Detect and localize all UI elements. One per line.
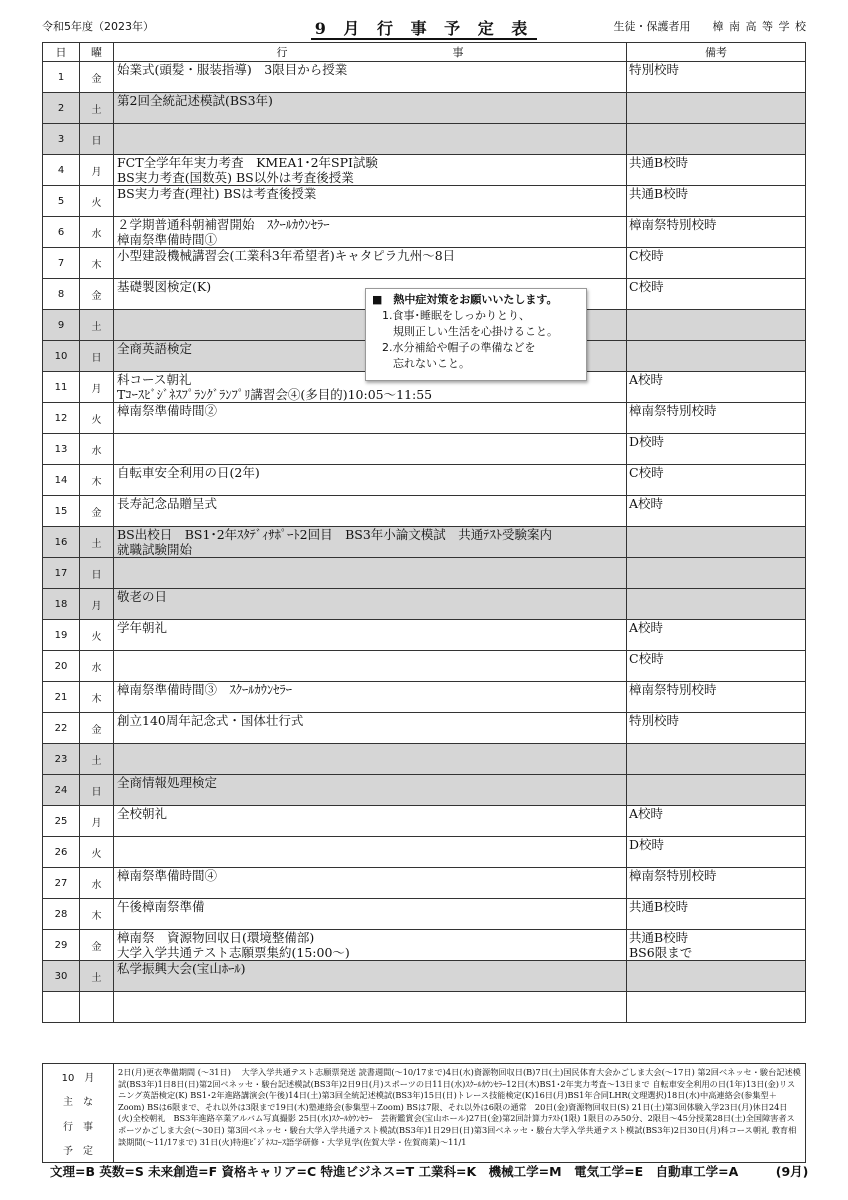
weekday-cell: 土 — [80, 310, 114, 341]
weekday-cell: 金 — [80, 62, 114, 93]
weekday-cell: 水 — [80, 651, 114, 682]
events-cell: 樟南祭準備時間④ — [114, 868, 627, 899]
day-number-cell: 3 — [43, 124, 80, 155]
notes-cell: C校時 — [627, 651, 806, 682]
notes-cell: 樟南祭特別校時 — [627, 868, 806, 899]
col-header-weekday: 曜 — [80, 43, 114, 62]
day-number-cell: 17 — [43, 558, 80, 589]
notes-cell: A校時 — [627, 620, 806, 651]
day-number-cell: 25 — [43, 806, 80, 837]
events-cell: 全校朝礼 — [114, 806, 627, 837]
day-row — [43, 837, 806, 868]
next-month-label-line: 行 事 — [63, 1121, 93, 1133]
weekday-cell: 月 — [80, 589, 114, 620]
events-cell — [114, 124, 627, 155]
events-cell: 樟南祭準備時間③ ｽｸｰﾙｶｳﾝｾﾗｰ — [114, 682, 627, 713]
blank-row — [43, 992, 806, 1023]
page-title-text: 9 月 行 事 予 定 表 — [311, 19, 538, 40]
weekday-cell: 日 — [80, 124, 114, 155]
weekday-cell: 金 — [80, 930, 114, 961]
day-row — [43, 465, 806, 496]
blank-cell — [43, 992, 80, 1023]
day-row — [43, 930, 806, 961]
day-number-cell: 7 — [43, 248, 80, 279]
events-cell — [114, 651, 627, 682]
next-month-label — [44, 1065, 112, 1161]
day-number-cell: 13 — [43, 434, 80, 465]
day-row — [43, 217, 806, 248]
notes-cell — [627, 527, 806, 558]
events-cell — [114, 434, 627, 465]
next-month-label-line: 主 な — [63, 1097, 93, 1109]
day-number-cell: 15 — [43, 496, 80, 527]
day-number-cell: 30 — [43, 961, 80, 992]
notes-cell: D校時 — [627, 837, 806, 868]
events-cell: ２学期普通科朝補習開始 ｽｸｰﾙｶｳﾝｾﾗｰ 樟南祭準備時間① — [114, 217, 627, 248]
col-header-notes: 備考 — [627, 43, 806, 62]
notes-cell — [627, 93, 806, 124]
day-number-cell: 12 — [43, 403, 80, 434]
weekday-cell: 木 — [80, 465, 114, 496]
day-row — [43, 868, 806, 899]
blank-cell — [80, 992, 114, 1023]
weekday-cell: 土 — [80, 527, 114, 558]
events-cell: 全商英語検定 — [114, 341, 627, 372]
day-row — [43, 124, 806, 155]
day-row — [43, 961, 806, 992]
notes-cell: 共通B校時 — [627, 186, 806, 217]
events-cell: 全商情報処理検定 — [114, 775, 627, 806]
notice-title: ■ 熱中症対策をお願いいたします。 — [372, 293, 558, 306]
events-cell: BS実力考査(理社) BSは考査後授業 — [114, 186, 627, 217]
day-number-cell: 20 — [43, 651, 80, 682]
fiscal-year-label: 令和5年度（2023年） — [42, 20, 154, 33]
weekday-cell: 土 — [80, 93, 114, 124]
weekday-cell: 木 — [80, 899, 114, 930]
weekday-cell: 火 — [80, 837, 114, 868]
day-number-cell: 6 — [43, 217, 80, 248]
notes-cell: 共通B校時 — [627, 155, 806, 186]
events-cell: BS出校日 BS1･2年ｽﾀﾃﾞｨｻﾎﾟｰﾄ2回目 BS3年小論文模試 共通ﾃｽﾄ受験案内 就職試験開始 — [114, 527, 627, 558]
day-row — [43, 682, 806, 713]
events-cell — [114, 837, 627, 868]
weekday-cell: 月 — [80, 806, 114, 837]
day-number-cell: 14 — [43, 465, 80, 496]
day-number-cell: 11 — [43, 372, 80, 403]
notes-cell: 共通B校時 BS6限まで — [627, 930, 806, 961]
weekday-cell: 金 — [80, 713, 114, 744]
notes-cell: A校時 — [627, 806, 806, 837]
events-cell: 第2回全統記述模試(BS3年) — [114, 93, 627, 124]
events-cell: 樟南祭準備時間② — [114, 403, 627, 434]
weekday-cell: 日 — [80, 341, 114, 372]
day-row — [43, 186, 806, 217]
day-number-cell: 19 — [43, 620, 80, 651]
notes-cell: 樟南祭特別校時 — [627, 217, 806, 248]
schedule-table — [42, 42, 806, 1023]
weekday-cell: 水 — [80, 434, 114, 465]
next-month-label-line: 10 月 — [61, 1073, 95, 1084]
day-row — [43, 713, 806, 744]
weekday-cell: 火 — [80, 186, 114, 217]
notes-cell — [627, 775, 806, 806]
weekday-cell: 火 — [80, 620, 114, 651]
events-cell: 科コース朝礼 Tｺｰｽﾋﾞｼﾞﾈｽﾌﾟﾗﾝｸﾞﾗﾝﾌﾟﾘ講習会④(多目的)10:05～11:55 — [114, 372, 627, 403]
notes-cell: 特別校時 — [627, 62, 806, 93]
weekday-cell: 水 — [80, 868, 114, 899]
day-row — [43, 403, 806, 434]
notes-cell: C校時 — [627, 279, 806, 310]
notes-cell: C校時 — [627, 465, 806, 496]
day-number-cell: 4 — [43, 155, 80, 186]
notes-cell: C校時 — [627, 248, 806, 279]
schedule-header-row — [43, 43, 806, 62]
day-row — [43, 496, 806, 527]
day-number-cell: 28 — [43, 899, 80, 930]
next-month-text-cell — [114, 1064, 806, 1163]
events-cell — [114, 744, 627, 775]
day-number-cell: 21 — [43, 682, 80, 713]
weekday-cell: 金 — [80, 279, 114, 310]
day-row — [43, 651, 806, 682]
day-row — [43, 93, 806, 124]
notes-cell — [627, 124, 806, 155]
notes-cell — [627, 558, 806, 589]
day-number-cell: 2 — [43, 93, 80, 124]
events-cell: 創立140周年記念式・国体壮行式 — [114, 713, 627, 744]
day-number-cell: 1 — [43, 62, 80, 93]
day-row — [43, 806, 806, 837]
events-cell: 長寿記念品贈呈式 — [114, 496, 627, 527]
events-cell: 午後樟南祭準備 — [114, 899, 627, 930]
weekday-cell: 木 — [80, 248, 114, 279]
events-cell — [114, 558, 627, 589]
day-row — [43, 620, 806, 651]
next-month-events-table — [42, 1063, 806, 1163]
day-row — [43, 558, 806, 589]
notes-cell — [627, 589, 806, 620]
events-cell: 基礎製図検定(K) — [114, 279, 627, 310]
day-row — [43, 899, 806, 930]
weekday-cell: 土 — [80, 744, 114, 775]
day-row — [43, 775, 806, 806]
weekday-cell: 月 — [80, 372, 114, 403]
day-number-cell: 23 — [43, 744, 80, 775]
events-cell: 敬老の日 — [114, 589, 627, 620]
notes-cell — [627, 310, 806, 341]
events-cell: 学年朝礼 — [114, 620, 627, 651]
day-row — [43, 744, 806, 775]
day-number-cell: 16 — [43, 527, 80, 558]
notes-cell — [627, 961, 806, 992]
notes-cell: 特別校時 — [627, 713, 806, 744]
day-number-cell: 18 — [43, 589, 80, 620]
weekday-cell: 日 — [80, 558, 114, 589]
day-number-cell: 24 — [43, 775, 80, 806]
day-number-cell: 27 — [43, 868, 80, 899]
notice-line: 1.食事･睡眠をしっかりとり、 — [382, 309, 530, 322]
col-header-events: 行 事 — [114, 43, 627, 62]
day-number-cell: 29 — [43, 930, 80, 961]
events-cell: 自転車安全利用の日(2年) — [114, 465, 627, 496]
day-number-cell: 5 — [43, 186, 80, 217]
notes-cell: A校時 — [627, 496, 806, 527]
weekday-cell: 月 — [80, 155, 114, 186]
day-number-cell: 26 — [43, 837, 80, 868]
day-number-cell: 10 — [43, 341, 80, 372]
events-cell: 樟南祭 資源物回収日(環境整備部) 大学入学共通テスト志願票集約(15:00～) — [114, 930, 627, 961]
day-row — [43, 434, 806, 465]
blank-cell — [627, 992, 806, 1023]
day-row — [43, 589, 806, 620]
notes-cell — [627, 341, 806, 372]
col-header-day: 日 — [43, 43, 80, 62]
notes-cell: A校時 — [627, 372, 806, 403]
notes-cell: 樟南祭特別校時 — [627, 682, 806, 713]
notice-line: 規則正しい生活を心掛けること。 — [382, 325, 558, 338]
weekday-cell: 土 — [80, 961, 114, 992]
day-row — [43, 248, 806, 279]
day-number-cell: 9 — [43, 310, 80, 341]
events-cell: FCT全学年年実力考査 KMEA1･2年SPI試験 BS実力考査(国数英) BS以外は考査後授業 — [114, 155, 627, 186]
weekday-cell: 日 — [80, 775, 114, 806]
day-number-cell: 8 — [43, 279, 80, 310]
weekday-cell: 火 — [80, 403, 114, 434]
course-code-legend: 文理=B 英数=S 未来創造=F 資格キャリア=C 特進ビジネス=T 工業科=K 機械工学=M 電気工学=E 自動車工学=A (9月) — [50, 1164, 809, 1179]
weekday-cell: 金 — [80, 496, 114, 527]
notes-cell: 樟南祭特別校時 — [627, 403, 806, 434]
day-row — [43, 62, 806, 93]
notes-cell: D校時 — [627, 434, 806, 465]
notes-cell: 共通B校時 — [627, 899, 806, 930]
blank-cell — [114, 992, 627, 1023]
weekday-cell: 水 — [80, 217, 114, 248]
events-cell: 私学振興大会(宝山ﾎｰﾙ) — [114, 961, 627, 992]
notice-line: 忘れないこと。 — [382, 357, 470, 370]
audience-school-label: 生徒・保護者用 樟 南 高 等 学 校 — [613, 20, 806, 33]
weekday-cell: 木 — [80, 682, 114, 713]
next-month-label-line: 予 定 — [63, 1145, 93, 1157]
day-row — [43, 527, 806, 558]
day-row — [43, 155, 806, 186]
heatstroke-notice — [365, 288, 587, 381]
notice-line: 2.水分補給や帽子の準備などを — [382, 341, 536, 354]
next-month-events-text: 2日(月)更衣準備期間 (～31日) 大学入学共通テスト志願票発送 読書週間(～10/17まで)4日(水)資源物回収日(B)7日(土)国民体育大会かごしま大会(～17日) 第2回ベネッセ・駿台記述模試(BS3年)1日8日(日)第2回ベネッセ・駿台記述模試(BS3年)2日9日(月)スポーツの日11日(水)ｽｸｰﾙｶｳﾝｾﾗｰ12日(木)BS1･2年実力考査～13日まで 自転車安全利用の日(1年)13日(金)リスニング英語検定(K) BS1･2年進路講演会(午後)14日(土)第3回全統記述模試(BS3年)15日(日)トレース技能検定(K)16日(月)BS1年合同LHR(文理選択)18日(水)中高連絡会(参集型＋Zoom) BSは6限まで、それ以外は3限まで19日(木)塾連絡会(参集型＋Zoom) BSは7限、それ以外は6限の通常 20日(金)資源物回収日(S) 21日(土)第3回体験入学23日(月)休日24日(火)全校朝礼 BS3年進路卒業アルバム写真撮影 25日(水)ｽｸｰﾙｶｳﾝｾﾗｰ 芸術鑑賞会(宝山ホール)27日(金)第2回計算力ﾃｽﾄ(1限) 1限目のみ50分、2限目～45分授業28日(土)全国障害者スポーツかごしま大会(～30日) 第3回ベネッセ・駿台大学入学共通テスト模試(BS3年)1日29日(日)第3回ベネッセ・駿台大学入学共通テスト模試(BS3年)2日30日(月)科コース朝礼 教育相談期間(～11/17まで) 31日(火)特進ﾋﾞｼﾞﾈｽｺｰｽ語学研修・大学見学(佐賀大学・佐賀商業)～11/1 — [118, 1067, 801, 1147]
next-month-events-row — [43, 1064, 806, 1163]
events-cell: 小型建設機械講習会(工業科3年希望者)キャタピラ九州～8日 — [114, 248, 627, 279]
events-cell: 始業式(頭髪・服装指導) 3限目から授業 — [114, 62, 627, 93]
notes-cell — [627, 744, 806, 775]
next-month-label-cell — [43, 1064, 114, 1163]
day-number-cell: 22 — [43, 713, 80, 744]
